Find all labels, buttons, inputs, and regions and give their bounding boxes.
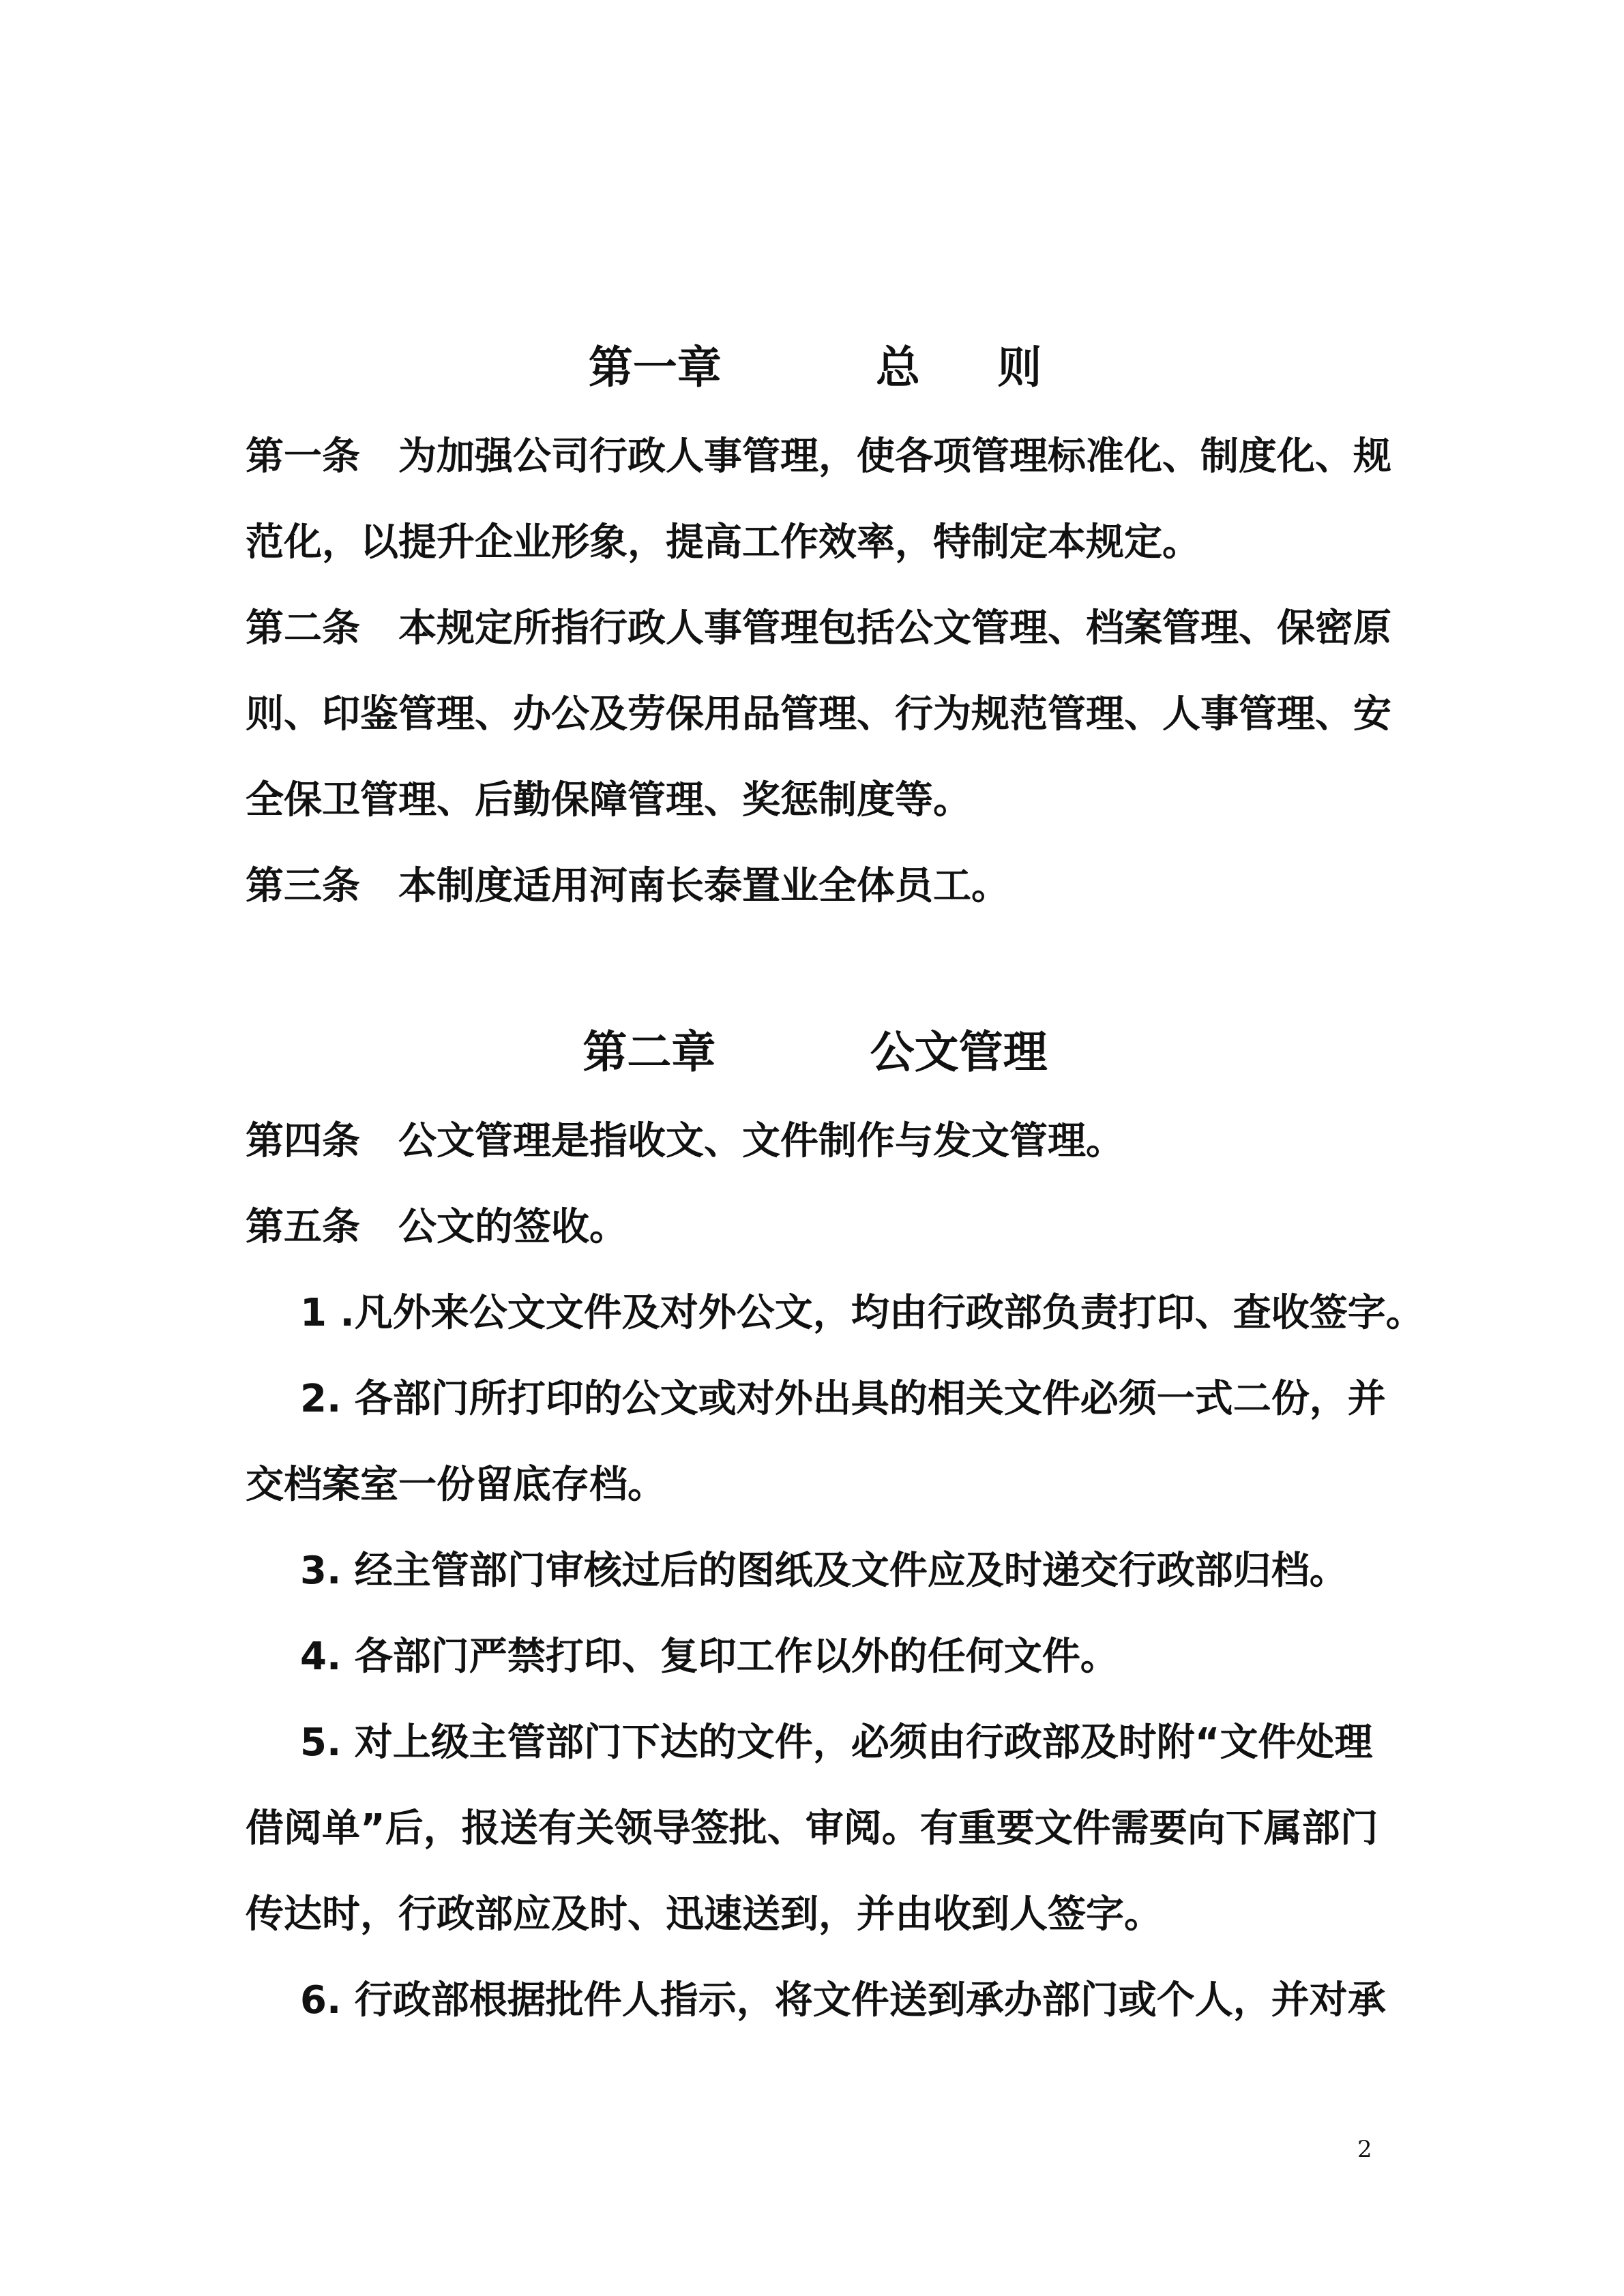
page-number: 2 <box>1357 2136 1372 2163</box>
chapter-1-title: 第一章 总 则 <box>588 342 1042 393</box>
article-4-text: 公文管理是指收文、文件制作与发文管理。 <box>398 1119 1124 1163</box>
article-2-line-2: 则、印鉴管理、办公及劳保用品管理、行为规范管理、人事管理、安 <box>246 692 1391 736</box>
article-3-text: 本制度适用河南长泰置业全体员工。 <box>398 864 1009 908</box>
article-1-line-2: 范化，以提升企业形象，提高工作效率，特制定本规定。 <box>246 520 1200 565</box>
article-4-line-1 <box>246 1116 1124 1167</box>
item-6-line-1: 6. 行政部根据批件人指示，将文件送到承办部门或个人，并对承 <box>300 1978 1386 2023</box>
article-1-line-1 <box>246 432 1391 482</box>
article-2-text: 本规定所指行政人事管理包括公文管理、档案管理、保密原 <box>398 606 1391 651</box>
article-3-line-1 <box>246 861 1009 912</box>
item-3-line-1: 3. 经主管部门审核过后的图纸及文件应及时递交行政部归档。 <box>300 1549 1348 1593</box>
item-2-line-2: 交档案室一份留底存档。 <box>246 1463 666 1507</box>
article-5-label: 第五条 <box>246 1205 360 1249</box>
item-5-line-2: 借阅单”后，报送有关领导签批、审阅。有重要文件需要向下属部门 <box>246 1806 1378 1851</box>
item-1-line-1: 1 .凡外来公文文件及对外公文，均由行政部负责打印、查收签字。 <box>300 1291 1424 1335</box>
article-3-label: 第三条 <box>246 864 360 908</box>
item-2-line-1: 2. 各部门所打印的公文或对外出具的相关文件必须一式二份，并 <box>300 1377 1386 1421</box>
item-5-line-1: 5. 对上级主管部门下达的文件，必须由行政部及时附“文件处理 <box>300 1720 1373 1765</box>
item-4-line-1: 4. 各部门严禁打印、复印工作以外的任何文件。 <box>300 1635 1119 1679</box>
article-2-line-1 <box>246 603 1391 654</box>
article-5-text: 公文的签收。 <box>398 1205 628 1249</box>
article-2-line-3: 全保卫管理、后勤保障管理、奖惩制度等。 <box>246 778 971 822</box>
item-5-line-3: 传达时，行政部应及时、迅速送到，并由收到人签字。 <box>246 1892 1162 1937</box>
article-4-label: 第四条 <box>246 1119 360 1163</box>
article-5-line-1 <box>246 1202 628 1253</box>
article-1-label: 第一条 <box>246 434 360 479</box>
article-2-label: 第二条 <box>246 606 360 651</box>
chapter-2-title: 第二章 公文管理 <box>582 1027 1048 1078</box>
article-1-text: 为加强公司行政人事管理，使各项管理标准化、制度化、规 <box>398 434 1391 479</box>
